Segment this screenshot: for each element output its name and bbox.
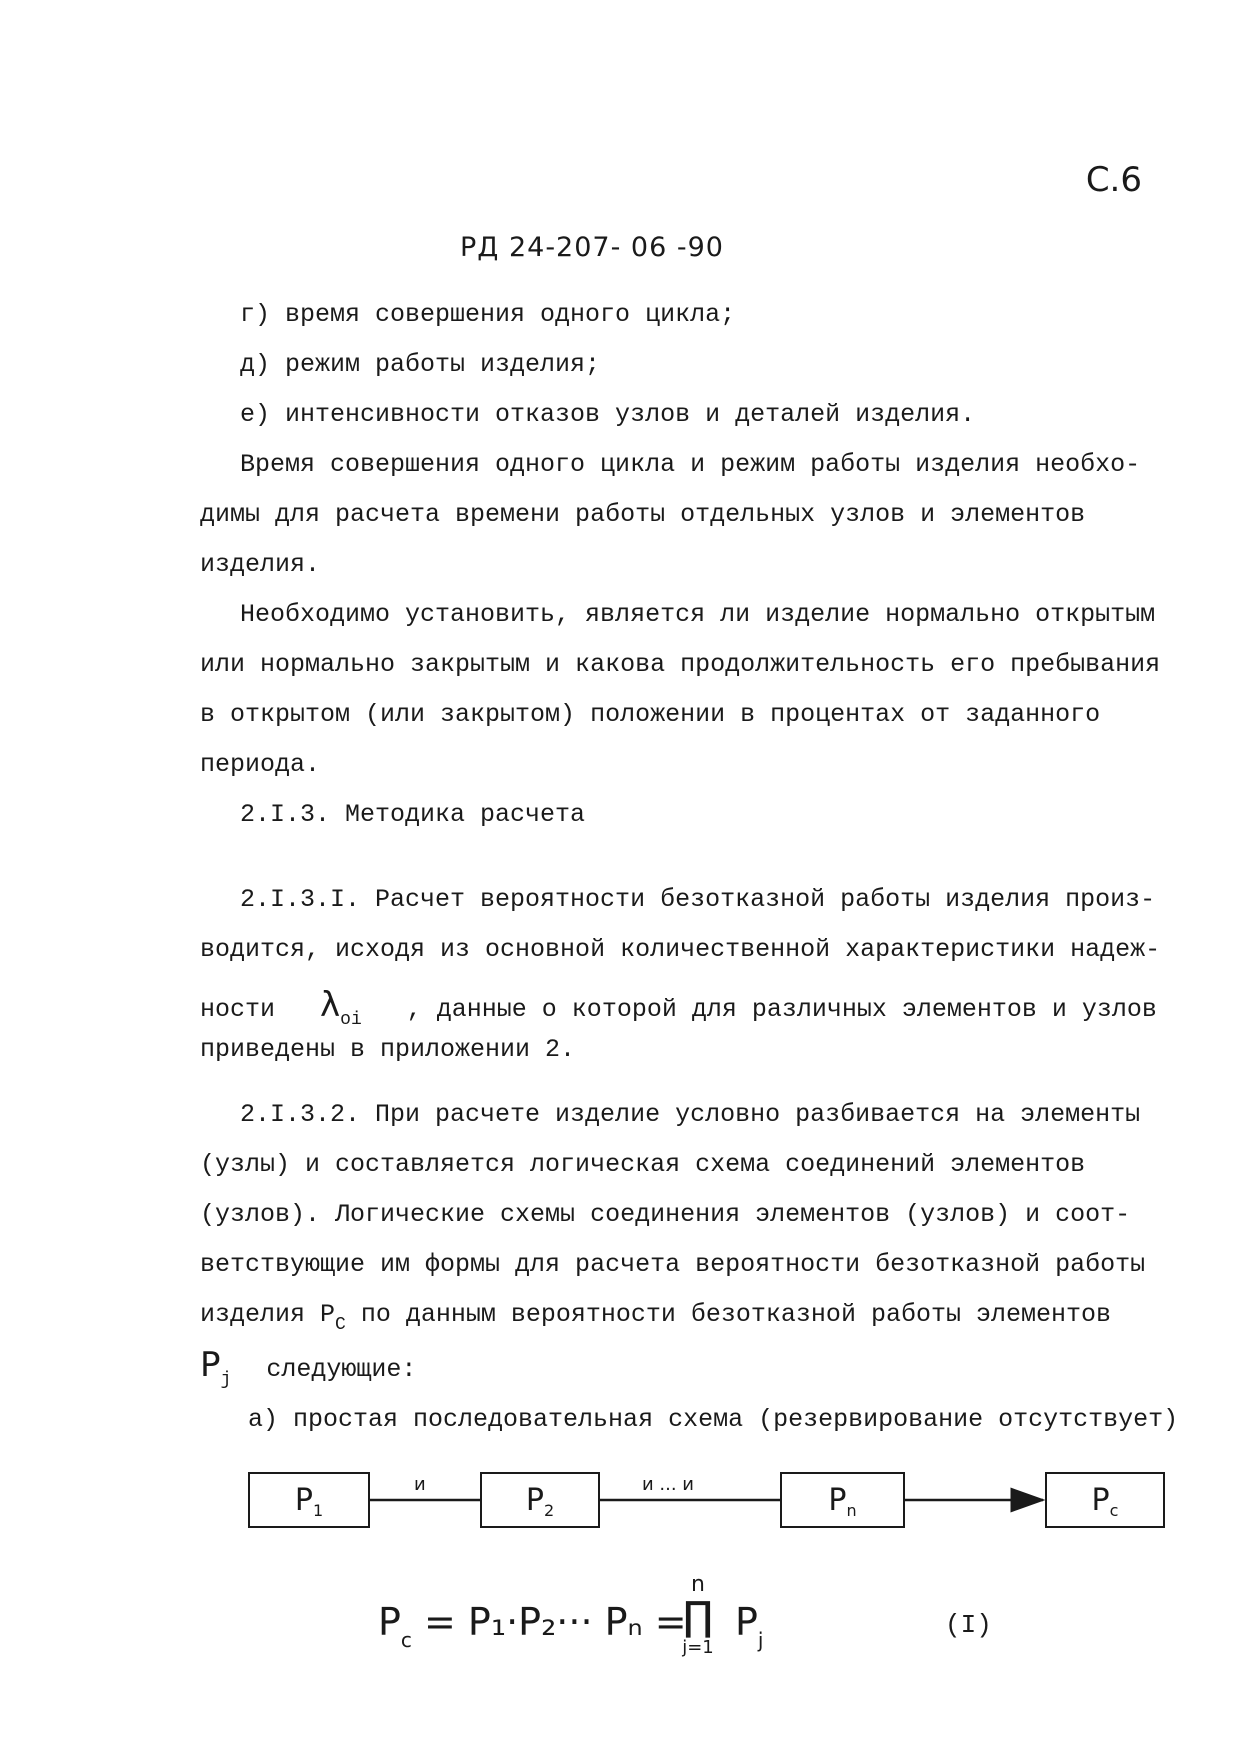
formula-lhs-sub: c: [400, 1628, 412, 1652]
list-item: г) время совершения одного цикла;: [240, 300, 736, 329]
section-heading: 2.I.3. Методика расчета: [240, 800, 586, 829]
list-item: е) интенсивности отказов узлов и деталей изделия.: [240, 400, 976, 429]
product-operator: [668, 1572, 728, 1658]
lambda-symbol: λ: [320, 985, 341, 1025]
paragraph-line: Необходимо установить, является ли изделие нормально открытым: [240, 600, 1156, 629]
paragraph-line: изделия.: [200, 550, 321, 579]
paragraph-line: периода.: [200, 750, 321, 779]
formula: [378, 1600, 687, 1652]
diagram-box-pn: [780, 1472, 905, 1528]
paragraph-line: в открытом (или закрытом) положении в процентах от заданного: [200, 700, 1101, 729]
paragraph-line: приведены в приложении 2.: [200, 1035, 576, 1064]
product-symbol: ∏: [682, 1594, 714, 1640]
diagram-box-pc: [1045, 1472, 1165, 1528]
box-label: P: [525, 1482, 544, 1518]
doc-number: РД 24-207- 06 -90: [460, 232, 724, 263]
product-upper: n: [691, 1572, 705, 1597]
box-label: P: [828, 1482, 847, 1518]
paragraph-line: Время совершения одного цикла и режим работы изделия необхо-: [240, 450, 1141, 479]
paragraph-line: водится, исходя из основной количественной характеристики надеж-: [200, 935, 1161, 964]
text-fragment: по данным вероятности безотказной работы элементов: [360, 1300, 1111, 1329]
paragraph-line: или нормально закрытым и какова продолжительность его пребывания: [200, 650, 1161, 679]
formula-mid: = P₁·P₂··· Pₙ =: [424, 1600, 687, 1644]
formula-lhs: P: [378, 1600, 401, 1644]
text-fragment: следующие:: [266, 1355, 417, 1384]
text-fragment: изделия P: [200, 1300, 336, 1329]
connector-label: и: [414, 1474, 426, 1495]
equation-number: (I): [945, 1610, 992, 1640]
box-label: P: [294, 1482, 313, 1518]
pj-symbol: P: [200, 1345, 221, 1385]
paragraph-line: 2.I.3.I. Расчет вероятности безотказной работы изделия произ-: [240, 885, 1156, 914]
box-subscript: 2: [543, 1500, 555, 1520]
text-fragment: ности: [200, 995, 276, 1024]
lambda-subscript: oi: [340, 1010, 362, 1030]
list-item: д) режим работы изделия;: [240, 350, 601, 379]
box-subscript: 1: [312, 1500, 324, 1520]
box-subscript: c: [1109, 1500, 1119, 1520]
product-lower: j=1: [682, 1637, 714, 1658]
paragraph-line: 2.I.3.2. При расчете изделие условно разбивается на элементы: [240, 1100, 1141, 1129]
paragraph-line: (узлы) и составляется логическая схема соединений элементов: [200, 1150, 1086, 1179]
box-subscript: n: [846, 1500, 857, 1520]
formula-rhs: [735, 1600, 764, 1652]
connector-label: и ... и: [638, 1474, 698, 1495]
formula-rhs-symbol: P: [735, 1600, 758, 1644]
page-number: С.6: [1085, 160, 1142, 200]
paragraph-line: ветствующие им формы для расчета вероятности безотказной работы: [200, 1250, 1146, 1279]
box-label: P: [1091, 1482, 1110, 1518]
formula-rhs-sub: j: [757, 1628, 764, 1652]
diagram-box-p2: [480, 1472, 600, 1528]
text-fragment: , данные о которой для различных элементов и узлов: [406, 995, 1157, 1024]
diagram-box-p1: [248, 1472, 370, 1528]
pj-subscript: j: [220, 1370, 232, 1390]
paragraph-line: (узлов). Логические схемы соединения элементов (узлов) и соот-: [200, 1200, 1131, 1229]
pc-subscript: C: [335, 1315, 346, 1335]
list-item: а) простая последовательная схема (резервирование отсутствует): [248, 1405, 1179, 1434]
paragraph-line: димы для расчета времени работы отдельных узлов и элементов: [200, 500, 1086, 529]
